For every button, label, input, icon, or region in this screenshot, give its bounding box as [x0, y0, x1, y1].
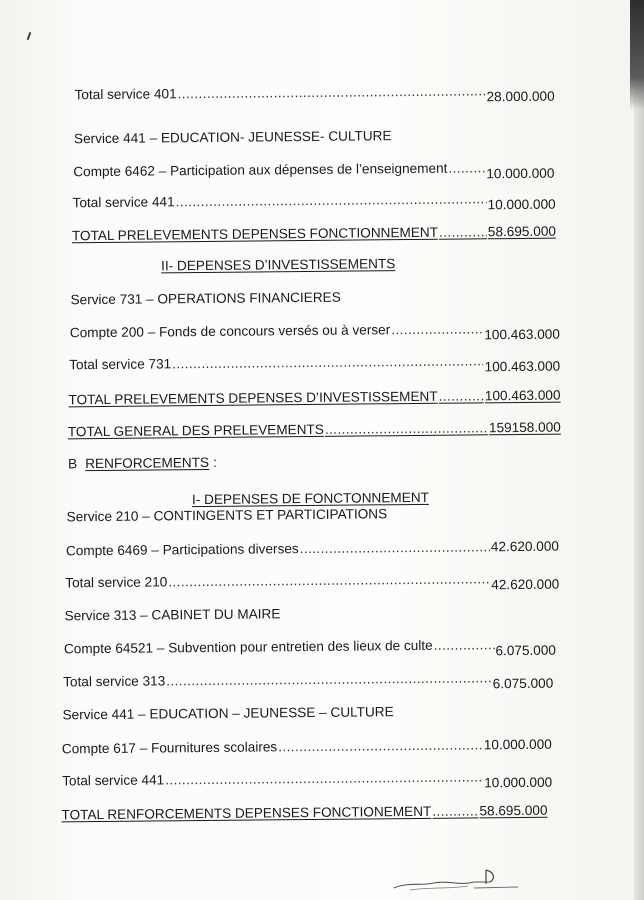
line-amount: 159158.000	[488, 419, 561, 436]
line-amount: 10.000.000	[483, 736, 552, 753]
section-b-renforcements-heading	[68, 454, 217, 473]
dot-leader	[391, 320, 483, 339]
section-investissements-heading	[158, 255, 398, 275]
line-label: TOTAL RENFORCEMENTS DEPENSES FONCTIONEMENT	[61, 803, 432, 823]
line-label: Compte 6469 – Participations diverses	[65, 541, 299, 559]
section-colon: :	[212, 454, 217, 470]
line-label: Total service 210	[65, 574, 168, 591]
dot-leader	[166, 669, 492, 690]
line-label: Service 313 – CABINET DU MAIRE	[64, 606, 281, 624]
dot-leader	[448, 159, 485, 177]
line-label: Service 731 – OPERATIONS FINANCIERES	[70, 289, 341, 308]
line-amount: 28.000.000	[486, 88, 555, 105]
line-label: Total service 313	[63, 673, 166, 690]
dot-leader	[439, 387, 484, 405]
line-amount: 10.000.000	[487, 196, 556, 213]
line-amount: 58.695.000	[479, 802, 548, 819]
dot-leader	[278, 736, 483, 756]
line-label: Total service 401	[74, 86, 177, 103]
line-amount: 10.000.000	[486, 165, 555, 182]
line-amount: 6.075.000	[492, 675, 554, 692]
line-amount: 100.463.000	[484, 358, 561, 375]
total-prelevements-fonctionnement-line	[72, 223, 556, 246]
line-amount: 10.000.000	[484, 774, 553, 791]
compte-200-line	[70, 320, 560, 343]
total-general-prelevements-line	[68, 419, 561, 442]
total-service-401-line	[74, 82, 554, 105]
dot-leader	[178, 82, 486, 103]
dot-leader	[432, 802, 478, 820]
line-label: Service 441 – EDUCATION – JEUNESSE – CULTURE	[62, 704, 394, 723]
compte-6462-line	[73, 159, 554, 182]
line-label: Compte 617 – Fournitures scolaires	[61, 739, 278, 757]
section-letter: B	[68, 456, 78, 472]
dot-leader	[300, 538, 490, 558]
dot-leader	[176, 190, 487, 211]
line-amount: 100.463.000	[484, 326, 560, 343]
line-label: Total service 731	[69, 356, 172, 373]
line-label: Total service 441	[62, 772, 165, 789]
total-service-441-line	[73, 190, 556, 213]
signature-mark	[390, 864, 520, 894]
compte-64521-line	[64, 636, 556, 659]
dot-leader	[325, 419, 488, 439]
line-label: II- DEPENSES D’INVESTISSEMENTS	[161, 256, 396, 274]
line-amount: 42.620.000	[490, 538, 560, 555]
line-label: Total service 441	[72, 194, 175, 211]
total-service-731-line	[69, 352, 560, 375]
service-313-heading	[64, 605, 280, 625]
dot-leader	[168, 570, 490, 591]
line-label: TOTAL GENERAL DES PRELEVEMENTS	[67, 421, 324, 440]
dot-leader	[434, 636, 495, 655]
service-210-heading	[67, 505, 388, 526]
line-label: I- DEPENSES DE FONCTONNEMENT	[191, 489, 429, 508]
compte-617-line	[62, 736, 552, 759]
total-service-441-renforcement-line	[62, 768, 552, 791]
line-label: Compte 64521 – Subvention pour entretien des lieux de culte	[63, 637, 433, 657]
line-amount: 58.695.000	[487, 223, 556, 240]
line-label: Compte 6462 – Participation aux dépenses de l’enseignement	[73, 160, 448, 180]
line-label: Service 441 – EDUCATION- JEUNESSE- CULTURE	[73, 128, 392, 147]
dot-leader	[172, 352, 484, 373]
dot-leader	[439, 223, 487, 241]
section-title: RENFORCEMENTS	[85, 454, 210, 472]
line-label: TOTAL PRELEVEMENTS DEPENSES FONCTIONNEMENT	[71, 224, 439, 244]
compte-6469-line	[66, 538, 559, 561]
line-label: Compte 200 – Fonds de concours versés ou à verser	[69, 322, 391, 341]
service-441-heading	[74, 127, 392, 148]
total-renforcements-fonctionnement-line	[61, 802, 547, 825]
line-label: Service 210 – CONTINGENTS ET PARTICIPATIONS	[66, 506, 388, 525]
dot-leader	[165, 768, 483, 789]
line-amount: 42.620.000	[491, 576, 560, 593]
total-service-313-line	[63, 669, 553, 692]
service-441-renforcement-heading	[62, 703, 393, 724]
line-amount: 6.075.000	[495, 642, 557, 659]
total-service-210-line	[65, 570, 559, 593]
total-prelevements-investissement-line	[68, 387, 560, 410]
line-amount: 100.463.000	[484, 387, 561, 404]
line-label: TOTAL PRELEVEMENTS DEPENSES D’INVESTISSEMENT	[68, 388, 438, 408]
service-731-heading	[70, 289, 340, 310]
